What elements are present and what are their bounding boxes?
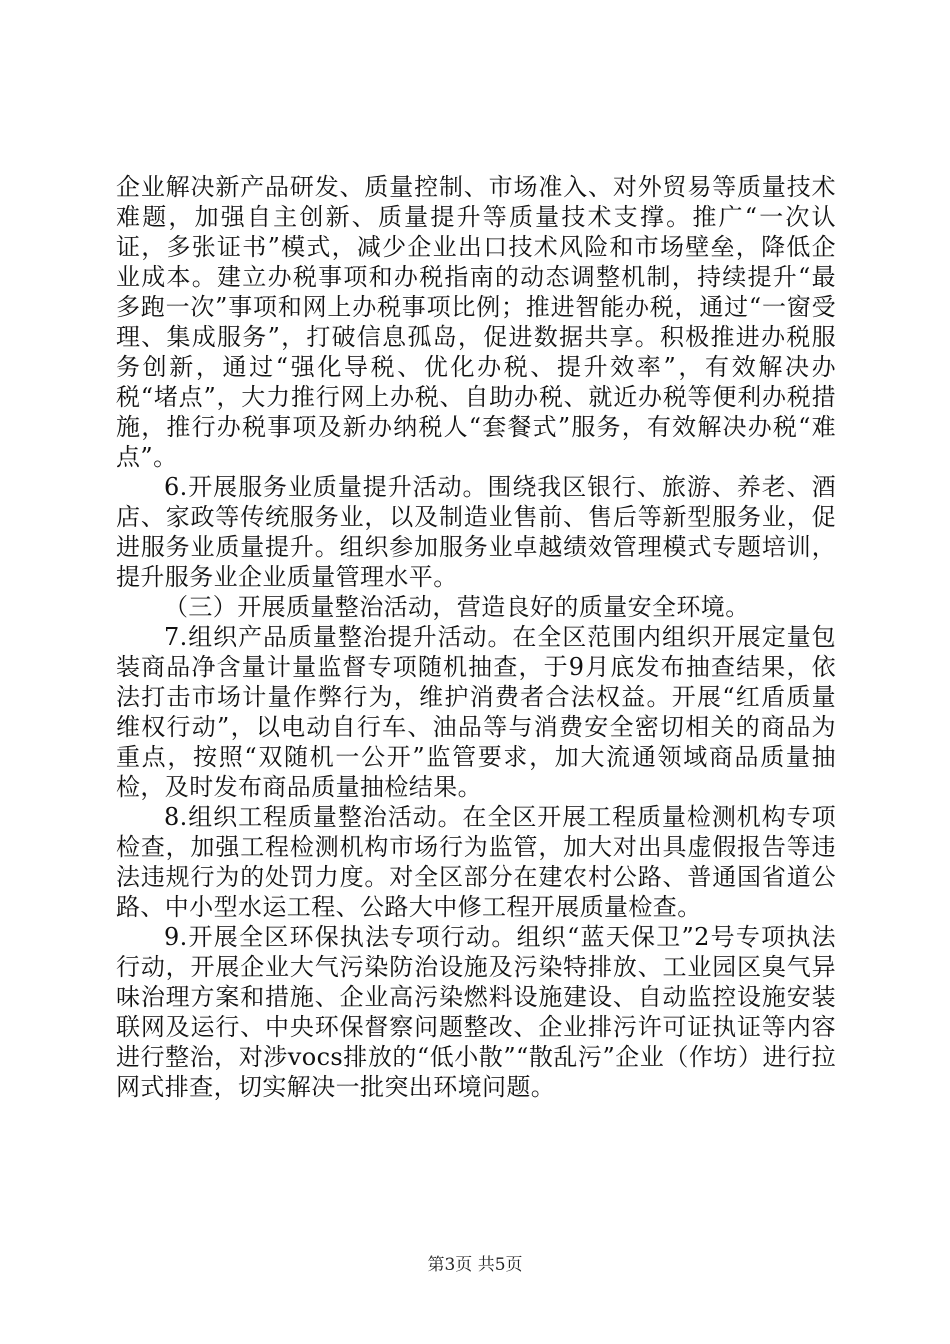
paragraph-item-7: 7.组织产品质量整治提升活动。在全区范围内组织开展定量包装商品净含量计量监督专项随机抽查，于9月底发布抽查结果，依法打击市场计量作弊行为，维护消费者合法权益。开展“红盾质量维权行动”，以电动自行车、油品等与消费安全密切相关的商品为重点，按照“双随机一公开”监管要求，加大流通领域商品质量抽检，及时发布商品质量抽检结果。 [116,623,836,801]
paragraph-continuation: 企业解决新产品研发、质量控制、市场准入、对外贸易等质量技术难题，加强自主创新、质量提升等质量技术支撑。推广“一次认证，多张证书”模式，减少企业出口技术风险和市场壁垒，降低企业成本。建立办税事项和办税指南的动态调整机制，持续提升“最多跑一次”事项和网上办税事项比例；推进智能办税，通过“一窗受理、集成服务”，打破信息孤岛，促进数据共享。积极推进办税服务创新，通过“强化导税、优化办税、提升效率”，有效解决办税“堵点”，大力推行网上办税、自助办税、就近办税等便利办税措施，推行办税事项及新办纳税人“套餐式”服务，有效解决办税“难点”。 [116,173,836,471]
paragraph-item-9: 9.开展全区环保执法专项行动。组织“蓝天保卫”2号专项执法行动，开展企业大气污染防治设施及污染特排放、工业园区臭气异味治理方案和措施、企业高污染燃料设施建设、自动监控设施安装联网及运行、中央环保督察问题整改、企业排污许可证执证等内容进行整治，对涉vocs排放的“低小散”“散乱污”企业（作坊）进行拉网式排查，切实解决一批突出环境问题。 [116,923,836,1101]
page-number-footer: 第3页 共5页 [427,1255,523,1275]
paragraph-item-8: 8.组织工程质量整治活动。在全区开展工程质量检测机构专项检查，加强工程检测机构市场行为监管，加大对出具虚假报告等违法违规行为的处罚力度。对全区部分在建农村公路、普通国省道公路、中小型水运工程、公路大中修工程开展质量检查。 [116,803,836,921]
section-heading-3: （三）开展质量整治活动，营造良好的质量安全环境。 [164,593,750,621]
document-body [116,172,836,1102]
paragraph-item-6: 6.开展服务业质量提升活动。围绕我区银行、旅游、养老、酒店、家政等传统服务业，以及制造业售前、售后等新型服务业，促进服务业质量提升。组织参加服务业卓越绩效管理模式专题培训，提升服务业企业质量管理水平。 [116,473,836,591]
